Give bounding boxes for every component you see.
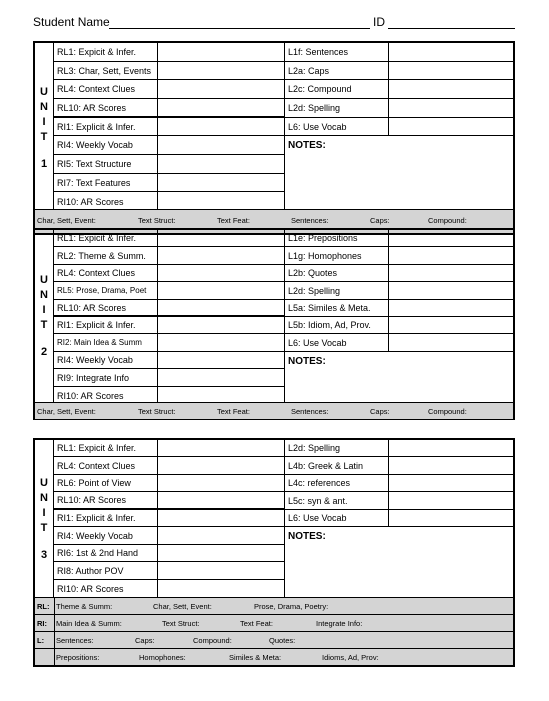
- footer-item: Homophones:: [139, 653, 186, 662]
- standard-row[interactable]: [285, 440, 513, 457]
- standard-label: RI4: Weekly Vocab: [54, 527, 158, 544]
- standard-row[interactable]: [54, 492, 284, 510]
- standard-row[interactable]: [54, 80, 284, 99]
- score-cell[interactable]: [158, 334, 284, 351]
- standard-row[interactable]: [54, 62, 284, 80]
- standard-row[interactable]: [54, 99, 284, 118]
- standard-row[interactable]: [54, 545, 284, 562]
- standard-label: L2d: Spelling: [285, 99, 389, 117]
- footer-item: Prepositions:: [56, 653, 100, 662]
- student-name-label: Student Name: [33, 15, 110, 29]
- footer-item: Quotes:: [269, 636, 296, 645]
- unit-letter: T: [40, 318, 48, 331]
- standard-label: L5c: syn & ant.: [285, 492, 389, 509]
- standard-row[interactable]: [54, 136, 284, 155]
- score-cell[interactable]: [389, 43, 513, 61]
- footer-item: Char, Sett, Event:: [37, 216, 96, 225]
- unit-3-right-column: [284, 440, 513, 599]
- unit-number: 2: [40, 345, 48, 358]
- standard-label: L4b: Greek & Latin: [285, 457, 389, 474]
- standard-row[interactable]: [54, 457, 284, 475]
- score-cell[interactable]: [389, 492, 513, 509]
- footer-item: Caps:: [370, 407, 390, 416]
- footer-item: Caps:: [135, 636, 155, 645]
- footer-item: Text Feat:: [217, 407, 250, 416]
- standard-row[interactable]: [285, 265, 513, 282]
- standard-row[interactable]: [285, 492, 513, 510]
- score-cell[interactable]: [389, 247, 513, 264]
- unit-1-table: [33, 41, 515, 235]
- standard-row[interactable]: [54, 300, 284, 317]
- score-cell[interactable]: [158, 247, 284, 264]
- standard-row[interactable]: [54, 580, 284, 597]
- standard-row[interactable]: [285, 118, 513, 136]
- score-cell[interactable]: [158, 457, 284, 474]
- score-cell[interactable]: [389, 80, 513, 98]
- score-cell[interactable]: [158, 282, 284, 299]
- unit-letter: I: [42, 115, 46, 128]
- standard-label: L1g: Homophones: [285, 247, 389, 264]
- unit-3-label: [35, 440, 54, 599]
- standard-row[interactable]: [285, 334, 513, 352]
- standard-label: RL5: Prose, Drama, Poet: [54, 282, 158, 299]
- unit-3-left-column: [54, 440, 284, 597]
- unit-3-summary-footer: [35, 597, 513, 665]
- standard-label: RL4: Context Clues: [54, 265, 158, 281]
- score-cell[interactable]: [158, 80, 284, 98]
- footer-item: Sentences:: [291, 216, 329, 225]
- standard-label: RL10: AR Scores: [54, 300, 158, 315]
- footer-item: Char, Sett, Event:: [153, 602, 212, 611]
- standard-row[interactable]: [285, 300, 513, 317]
- score-cell[interactable]: [389, 317, 513, 333]
- score-cell[interactable]: [158, 174, 284, 191]
- standard-label: L6: Use Vocab: [285, 510, 389, 526]
- footer-item: Compound:: [428, 216, 467, 225]
- standard-label: RI7: Text Features: [54, 174, 158, 191]
- header: [33, 15, 515, 31]
- footer-row-l-cont: [35, 649, 513, 666]
- standard-row[interactable]: [285, 43, 513, 62]
- score-cell[interactable]: [158, 300, 284, 315]
- score-cell[interactable]: [158, 492, 284, 508]
- unit-number: 1: [40, 157, 48, 170]
- unit-2-right-column: [284, 230, 513, 402]
- footer-item: Sentences:: [291, 407, 329, 416]
- standard-row[interactable]: [54, 352, 284, 369]
- score-cell[interactable]: [389, 99, 513, 117]
- unit-letter: U: [40, 85, 48, 98]
- footer-row-ri: [35, 615, 513, 632]
- unit-1-left-column: [54, 43, 284, 211]
- standard-label: L2b: Quotes: [285, 265, 389, 281]
- standard-row[interactable]: [285, 80, 513, 99]
- score-cell[interactable]: [158, 527, 284, 544]
- score-cell[interactable]: [158, 43, 284, 61]
- standard-label: RI6: 1st & 2nd Hand: [54, 545, 158, 561]
- unit-2-left-column: [54, 230, 284, 404]
- standard-row[interactable]: [54, 174, 284, 192]
- score-cell[interactable]: [158, 440, 284, 456]
- standard-row[interactable]: [285, 230, 513, 247]
- footer-row-l: [35, 632, 513, 649]
- score-cell[interactable]: [158, 369, 284, 386]
- score-cell[interactable]: [389, 118, 513, 135]
- footer-item: Sentences:: [56, 636, 94, 645]
- standard-label: RI9: Integrate Info: [54, 369, 158, 386]
- footer-item: Compound:: [193, 636, 232, 645]
- standard-label: RL1: Expicit & Infer.: [54, 230, 158, 246]
- standard-label: RI1: Explicit & Infer.: [54, 118, 158, 135]
- standard-label: L5b: Idiom, Ad, Prov.: [285, 317, 389, 333]
- score-cell[interactable]: [158, 317, 284, 333]
- score-cell[interactable]: [389, 510, 513, 526]
- standard-label: RI1: Explicit & Infer.: [54, 317, 158, 333]
- score-cell[interactable]: [389, 300, 513, 316]
- score-cell[interactable]: [158, 510, 284, 526]
- unit-1-right-column: [284, 43, 513, 209]
- standard-row[interactable]: [285, 317, 513, 334]
- standard-label: RI5: Text Structure: [54, 155, 158, 173]
- standard-label: RI10: AR Scores: [54, 387, 158, 404]
- score-cell[interactable]: [158, 99, 284, 116]
- standard-row[interactable]: [285, 99, 513, 118]
- unit-1-label: [35, 43, 54, 213]
- footer-item: Prose, Drama, Poetry:: [254, 602, 329, 611]
- standard-label: RI2: Main Idea & Summ: [54, 334, 158, 351]
- standard-row[interactable]: [285, 475, 513, 492]
- standard-row[interactable]: [54, 230, 284, 247]
- score-cell[interactable]: [389, 475, 513, 491]
- standard-label: L1f: Sentences: [285, 43, 389, 61]
- standard-label: RL4: Context Clues: [54, 457, 158, 474]
- unit-letter: U: [40, 477, 48, 489]
- score-cell[interactable]: [389, 282, 513, 299]
- standard-label: RL1: Expicit & Infer.: [54, 440, 158, 456]
- footer-item: Text Struct:: [162, 619, 200, 628]
- standard-label: L2a: Caps: [285, 62, 389, 79]
- unit-letter: I: [42, 507, 46, 519]
- footer-item: Theme & Summ:: [56, 602, 113, 611]
- score-cell[interactable]: [389, 265, 513, 281]
- notes-label: NOTES:: [288, 531, 326, 542]
- footer-prefix: RL:: [37, 602, 50, 611]
- footer-item: Char, Sett, Event:: [37, 407, 96, 416]
- footer-item: Similes & Meta:: [229, 653, 282, 662]
- standard-label: RL2: Theme & Summ.: [54, 247, 158, 264]
- standard-row[interactable]: [54, 43, 284, 62]
- score-cell[interactable]: [158, 562, 284, 579]
- unit-letter: I: [42, 303, 46, 316]
- unit-letter: N: [40, 492, 48, 504]
- standard-row[interactable]: [54, 317, 284, 334]
- standard-row[interactable]: [54, 369, 284, 387]
- student-name-field[interactable]: [109, 28, 370, 29]
- score-cell[interactable]: [158, 580, 284, 597]
- standard-label: RL10: AR Scores: [54, 492, 158, 508]
- score-cell[interactable]: [389, 230, 513, 246]
- standard-row[interactable]: [285, 457, 513, 475]
- standard-row[interactable]: [54, 265, 284, 282]
- standard-row[interactable]: [54, 475, 284, 492]
- footer-item: Idioms, Ad, Prov:: [322, 653, 379, 662]
- score-cell[interactable]: [158, 62, 284, 79]
- footer-item: Text Struct:: [138, 407, 176, 416]
- unit-letter: U: [40, 273, 48, 286]
- standard-row[interactable]: [54, 118, 284, 136]
- score-cell[interactable]: [158, 545, 284, 561]
- unit-number: 3: [40, 549, 48, 561]
- standard-label: RI10: AR Scores: [54, 192, 158, 211]
- score-cell[interactable]: [158, 155, 284, 173]
- score-cell[interactable]: [389, 334, 513, 351]
- id-label: ID: [373, 15, 385, 29]
- footer-item: Integrate Info:: [316, 619, 363, 628]
- standard-label: L5a: Similes & Meta.: [285, 300, 389, 316]
- unit-3-table: [33, 438, 515, 667]
- score-cell[interactable]: [158, 136, 284, 154]
- standard-row[interactable]: [285, 62, 513, 80]
- footer-item: Main Idea & Summ:: [56, 619, 122, 628]
- footer-prefix: L:: [37, 636, 45, 645]
- footer-prefix: RI:: [37, 619, 47, 628]
- score-cell[interactable]: [389, 440, 513, 456]
- score-cell[interactable]: [158, 475, 284, 491]
- footer-item: Compound:: [428, 407, 467, 416]
- footer-item: Text Feat:: [240, 619, 273, 628]
- standard-label: L2c: Compound: [285, 80, 389, 98]
- standard-row[interactable]: [54, 440, 284, 457]
- standard-label: L1e: Prepositions: [285, 230, 389, 246]
- standard-row[interactable]: [54, 247, 284, 265]
- notes-label: NOTES:: [288, 356, 326, 367]
- unit-letter: N: [40, 100, 48, 113]
- standard-label: RL4: Context Clues: [54, 80, 158, 98]
- standard-label: L2d: Spelling: [285, 440, 389, 456]
- standard-row[interactable]: [54, 155, 284, 174]
- id-field[interactable]: [388, 28, 515, 29]
- notes-label: NOTES:: [288, 140, 326, 151]
- standard-label: RI10: AR Scores: [54, 580, 158, 597]
- standard-label: L4c: references: [285, 475, 389, 491]
- standard-label: RL3: Char, Sett, Events: [54, 62, 158, 79]
- standard-row[interactable]: [285, 510, 513, 527]
- score-cell[interactable]: [389, 62, 513, 79]
- standard-label: RI1: Explicit & Infer.: [54, 510, 158, 526]
- standard-label: RI8: Author POV: [54, 562, 158, 579]
- unit-letter: N: [40, 288, 48, 301]
- score-cell[interactable]: [158, 118, 284, 135]
- standard-label: L2d: Spelling: [285, 282, 389, 299]
- standard-label: RL1: Expicit & Infer.: [54, 43, 158, 61]
- standard-row[interactable]: [54, 510, 284, 527]
- standard-row[interactable]: [54, 527, 284, 545]
- score-cell[interactable]: [389, 457, 513, 474]
- standard-label: L6: Use Vocab: [285, 118, 389, 135]
- standard-label: RL10: AR Scores: [54, 99, 158, 116]
- footer-item: Text Struct:: [138, 216, 176, 225]
- standard-row[interactable]: [54, 282, 284, 300]
- standard-row[interactable]: [54, 562, 284, 580]
- standard-label: L6: Use Vocab: [285, 334, 389, 351]
- unit-letter: T: [40, 130, 48, 143]
- standard-label: RI4: Weekly Vocab: [54, 352, 158, 368]
- score-cell[interactable]: [158, 265, 284, 281]
- footer-row-rl: [35, 598, 513, 615]
- standard-label: RL6: Point of View: [54, 475, 158, 491]
- unit-letter: T: [40, 522, 48, 534]
- unit-2-label: [35, 230, 54, 402]
- standard-row[interactable]: [285, 282, 513, 300]
- unit-2-summary-footer: [35, 402, 513, 419]
- footer-item: Text Feat:: [217, 216, 250, 225]
- score-cell[interactable]: [158, 352, 284, 368]
- score-cell[interactable]: [158, 230, 284, 246]
- standard-label: RI4: Weekly Vocab: [54, 136, 158, 154]
- unit-2-table: [33, 228, 515, 420]
- standard-row[interactable]: [54, 334, 284, 352]
- standard-row[interactable]: [285, 247, 513, 265]
- footer-item: Caps:: [370, 216, 390, 225]
